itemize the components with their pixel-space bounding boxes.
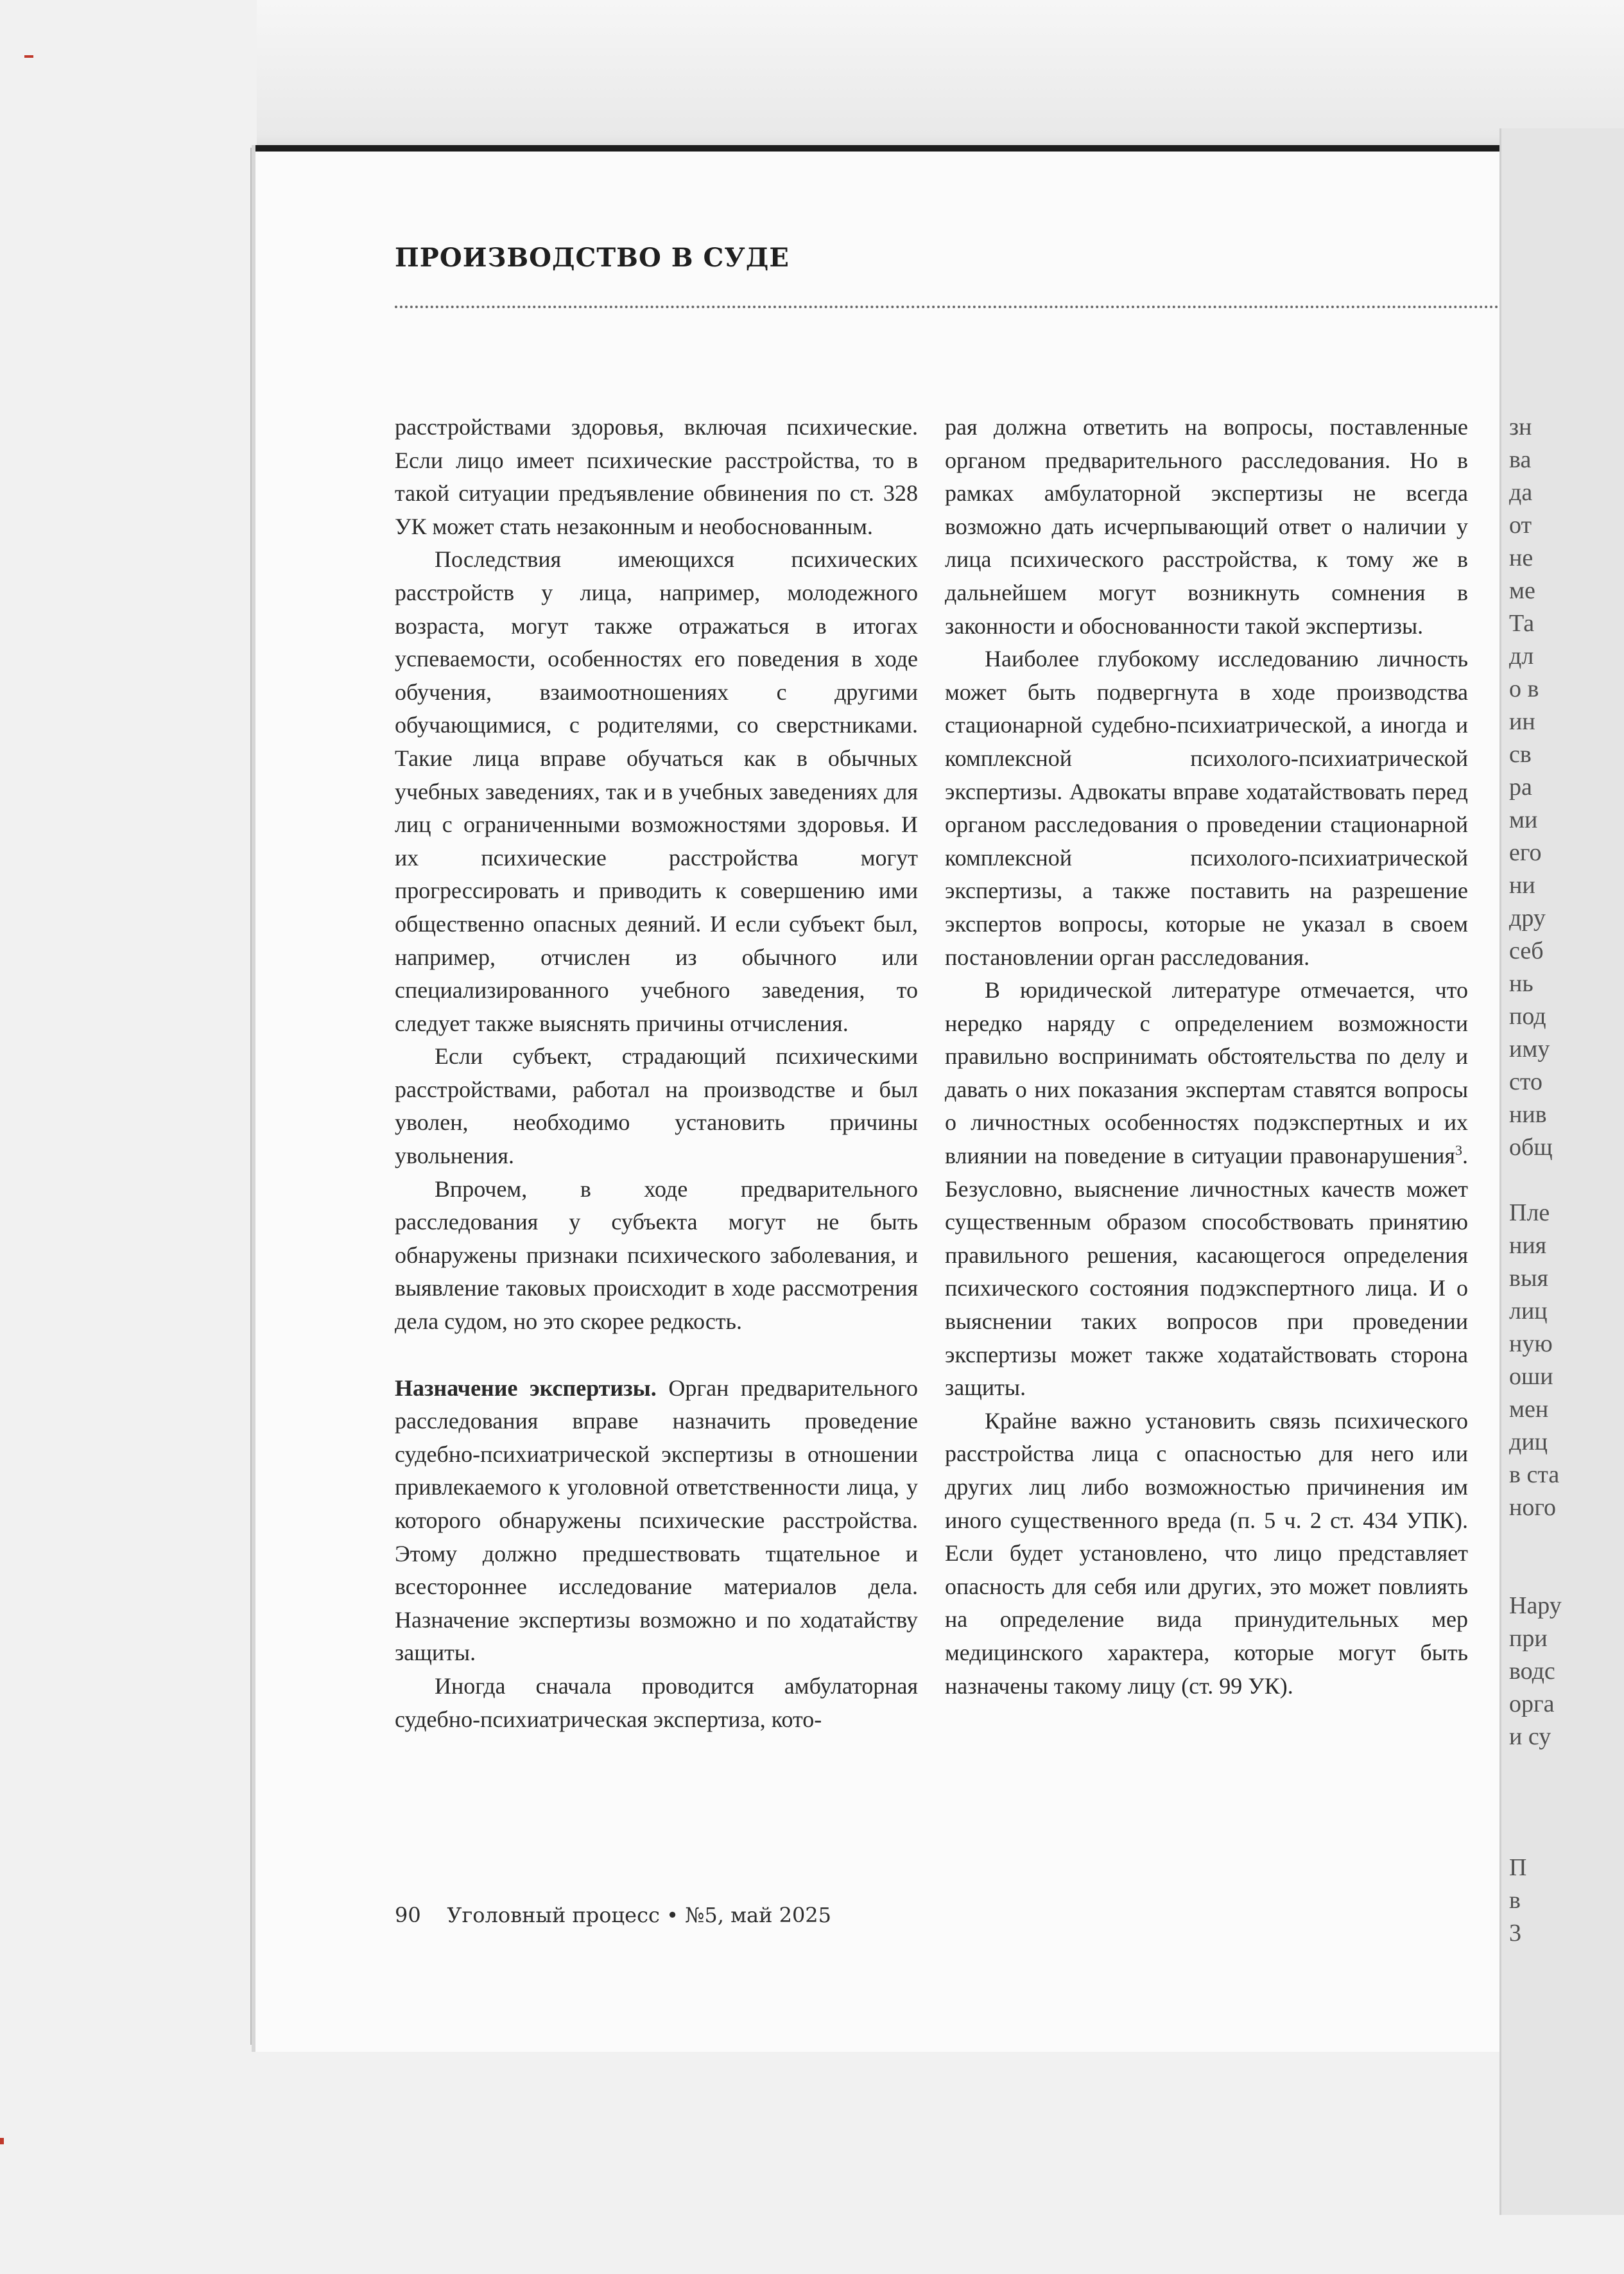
- scan-speck: [0, 2138, 4, 2144]
- facing-page-line: Нару: [1509, 1592, 1562, 1619]
- page-number: 90: [395, 1903, 421, 1927]
- facing-page-line: дл: [1509, 643, 1534, 670]
- facing-page-fragment: [1499, 128, 1624, 2215]
- paragraph: Последствия имеющихся психических расстройств у лица, например, молодежного возраста, могут также отражаться в итогах успеваемости, особенностях его поведения в ходе обучения, взаимоотношениях с другими обучающимися, с родителями, со сверстниками. Такие лица вправе обучаться как в обычных учебных заведениях, так и в учебных заведениях для лиц с ограниченными возможностями здоровья. И их психические расстройства могут прогрессировать и приводить к совершению ими общественно опасных деяний. И если субъект был, например, отчислен из обычного или специализированного учебного заведения, то следует также выяснять причины отчисления.: [395, 546, 918, 1036]
- facing-page-line: ния: [1509, 1232, 1547, 1259]
- facing-page-line: общ: [1509, 1134, 1553, 1161]
- facing-page-line: нь: [1509, 970, 1533, 997]
- facing-page-line: от: [1509, 512, 1532, 539]
- facing-page-line: в: [1509, 1887, 1521, 1914]
- facing-page-line: мен: [1509, 1396, 1549, 1423]
- paragraph: расстройствами здоровья, включая психические. Если лицо имеет психические расстройства, то в такой ситуации предъявление обвинения по ст. 328 УК может стать незаконным и необоснованным.: [395, 414, 918, 539]
- paragraph-text: В юридической литературе отмечается, что нередко наряду с определением возможности правильно воспринимать обстоятельства по делу и давать о них показания экспертам ставятся вопросы о личностных особенностях подэкспертных и их влиянии на поведение в ситуации правонарушения: [945, 977, 1468, 1169]
- facing-page-line: П: [1509, 1854, 1527, 1881]
- left-column: [395, 411, 918, 1736]
- paragraph-with-footnote: [945, 974, 1468, 1405]
- facing-page-line: в ста: [1509, 1461, 1560, 1488]
- facing-page-line: и су: [1509, 1723, 1551, 1750]
- facing-page-line: ни: [1509, 872, 1535, 899]
- facing-page-line: под: [1509, 1003, 1546, 1030]
- facing-page-line: [1501, 1164, 1624, 1197]
- paragraph: Крайне важно установить связь психического расстройства лица с опасностью для него или других лиц либо возможностью причинения им иного существенного вреда (п. 5 ч. 2 ст. 434 УПК). Если будет установлено, что лицо представляет опасность для себя или других, это может повлиять на определение вида принудительных мер медицинского характера, которые могут быть назначены такому лицу (ст. 99 УК).: [945, 1407, 1468, 1699]
- facing-page-line: ного: [1509, 1494, 1556, 1521]
- facing-page-line: нив: [1509, 1101, 1547, 1128]
- facing-page-line: ме: [1509, 577, 1535, 604]
- paragraph: рая должна ответить на вопросы, поставленные органом предварительного расследования. Но в рамках амбулаторной экспертизы не всегда возможно дать исчерпывающий ответ о наличии у лица психического расстройства, к тому же в дальнейшем могут возникнуть сомнения в законности и обоснованности такой экспертизы.: [945, 414, 1468, 639]
- facing-page-line: св: [1509, 741, 1532, 768]
- facing-footnote-number: 3: [1509, 1920, 1521, 1947]
- facing-page-line: ми: [1509, 806, 1538, 833]
- journal-name: Уголовный процесс: [447, 1903, 660, 1927]
- facing-page-line: не: [1509, 544, 1533, 571]
- facing-page-line: да: [1509, 479, 1533, 506]
- footnote-reference[interactable]: 3: [1455, 1142, 1462, 1159]
- section-title: ПРОИЗВОДСТВО В СУДЕ: [395, 243, 790, 273]
- paragraph: Иногда сначала проводится амбулаторная судебно-психиатрическая экспертиза, кото-: [395, 1672, 918, 1732]
- facing-page-line: дру: [1509, 905, 1546, 932]
- facing-page-line: Пле: [1509, 1199, 1550, 1226]
- facing-page-line: иму: [1509, 1036, 1550, 1063]
- subheading-paragraph: [395, 1372, 918, 1670]
- facing-page-lines: [1501, 128, 1624, 1950]
- facing-page-line: при: [1509, 1625, 1548, 1652]
- page-footer: [395, 1903, 831, 1927]
- subheading: Назначение экспертизы.: [395, 1375, 657, 1401]
- facing-page-line: [1501, 1786, 1624, 1819]
- facing-page-line: [1501, 1524, 1624, 1557]
- facing-page-line: его: [1509, 839, 1542, 866]
- paragraph-text: . Безусловно, выяснение личностных качеств может существенным образом способствовать принятию правильного решения, касающегося определения психического состояния подэкспертного лица. И о выяснении таких вопросов при проведении экспертизы может также ходатайствовать сторона защиты.: [945, 1143, 1468, 1401]
- facing-page-line: ин: [1509, 708, 1535, 735]
- facing-page-line: орга: [1509, 1690, 1555, 1717]
- paragraph: Если субъект, страдающий психическими расстройствами, работал на производстве и был уволен, необходимо установить причины увольнения.: [395, 1043, 918, 1169]
- facing-page-line: [1501, 1819, 1624, 1852]
- facing-page-line: сто: [1509, 1068, 1542, 1095]
- right-column: [945, 411, 1468, 1703]
- facing-page-line: оши: [1509, 1363, 1553, 1390]
- facing-page-line: Та: [1509, 610, 1535, 637]
- facing-page-line: водс: [1509, 1658, 1555, 1685]
- facing-page-line: [1501, 1557, 1624, 1590]
- facing-page-line: себ: [1509, 937, 1544, 964]
- facing-page-line: [1501, 1753, 1624, 1786]
- dotted-divider: [395, 306, 1550, 308]
- facing-page-line: ва: [1509, 446, 1532, 473]
- issue-info: №5, май 2025: [685, 1903, 832, 1927]
- subheading-text: Орган предварительного расследования вправе назначить проведение судебно-психиатрической экспертизы в отношении привлекаемого к уголовной ответственности лица, у которого обнаружены психические расстройства. Этому должно предшествовать тщательное и всестороннее исследование материалов дела. Назначение экспертизы возможно и по ходатайству защиты.: [395, 1375, 918, 1666]
- scan-speck: [24, 55, 33, 58]
- facing-page-line: диц: [1509, 1428, 1548, 1455]
- paragraph: Наиболее глубокому исследованию личность может быть подвергнута в ходе производства стационарной судебно-психиатрической, а иногда и комплексной психолого-психиатрической экспертизы. Адвокаты вправе ходатайствовать перед органом расследования о проведении стационарной комплексной психолого-психиатрической экспертизы, а также поставить на разрешение экспертов вопросы, которые не указал в своем постановлении орган расследования.: [945, 646, 1468, 970]
- facing-page-line: ную: [1509, 1330, 1553, 1357]
- facing-page-line: выя: [1509, 1265, 1548, 1292]
- facing-page-line: о в: [1509, 675, 1539, 702]
- bullet-separator: •: [666, 1903, 678, 1927]
- facing-page-line: зн: [1509, 413, 1532, 440]
- facing-page-line: лиц: [1509, 1298, 1548, 1324]
- facing-page-line: ра: [1509, 774, 1532, 801]
- paragraph: Впрочем, в ходе предварительного расследования у субъекта могут не быть обнаружены признаки психического заболевания, и выявление таковых происходит в ходе рассмотрения дела судом, но это скорее редкость.: [395, 1176, 918, 1335]
